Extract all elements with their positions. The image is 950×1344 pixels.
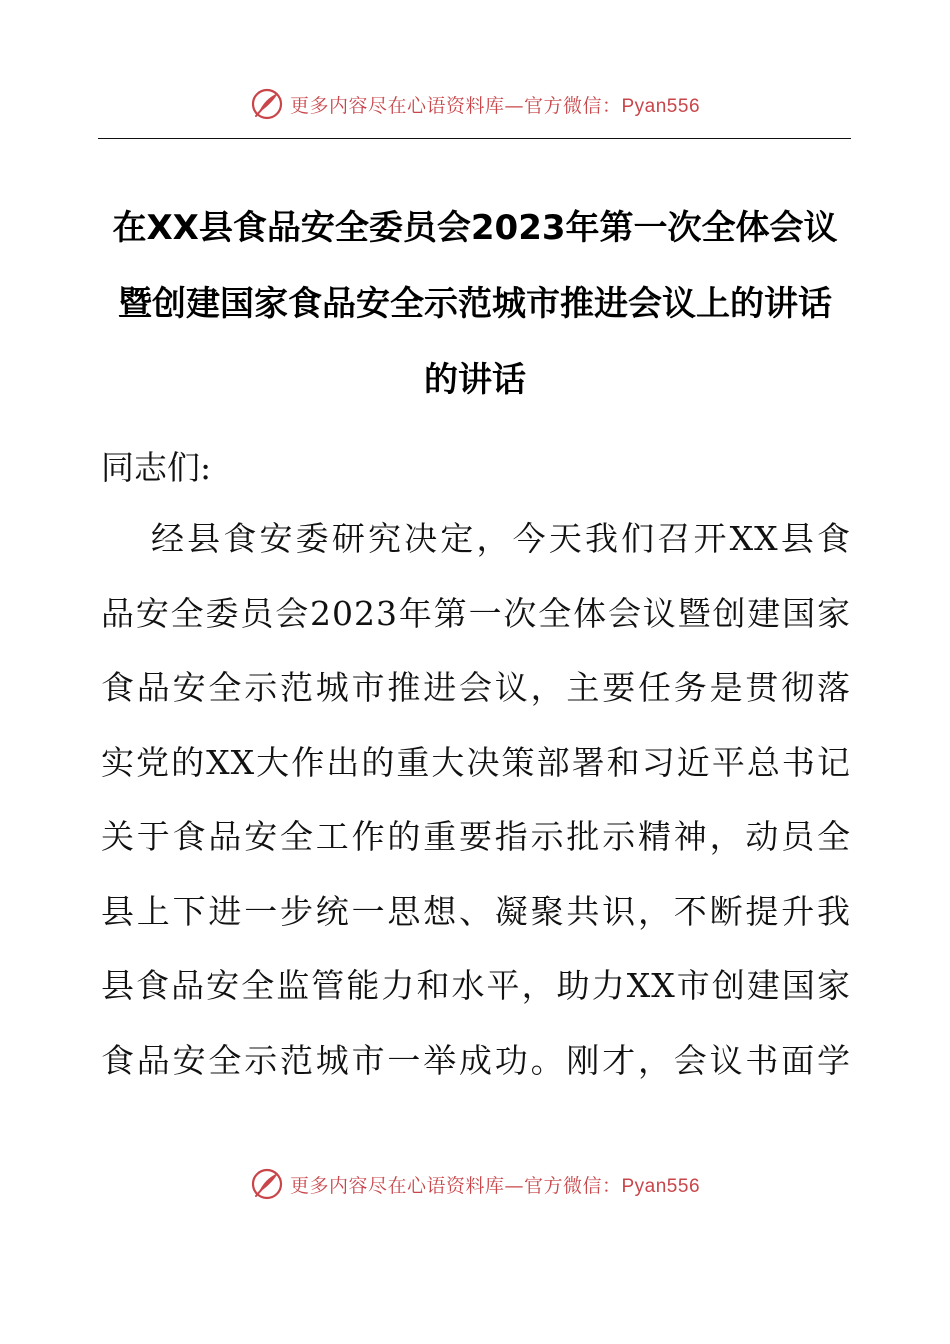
- header-separator: —: [504, 94, 524, 117]
- body-line: 关于食品安全工作的重要指示批示精神，动员全: [101, 817, 851, 856]
- body-line: 品安全委员会2023年第一次全体会议暨创建国家: [101, 593, 851, 633]
- footer-wechat-label: 官方微信：: [523, 1174, 622, 1197]
- header-wechat-label: 官方微信：: [523, 94, 622, 117]
- header-divider: [98, 138, 851, 139]
- header-banner-text: [290, 91, 700, 118]
- body-line: 县食品安全监管能力和水平，助力XX市创建国家: [101, 966, 851, 1005]
- body-paragraph: [101, 512, 851, 1108]
- body-line: 县上下进一步统一思想、凝聚共识，不断提升我: [101, 891, 851, 931]
- body-line: 经县食安委研究决定，今天我们召开XX县食: [151, 519, 851, 558]
- footer-separator: —: [504, 1174, 524, 1197]
- footer-site-text: 更多内容尽在心语资料库: [289, 1174, 505, 1197]
- body-line: 实党的XX大作出的重大决策部署和习近平总书记: [101, 742, 851, 782]
- document-title: [95, 190, 855, 418]
- title-line-3: 的讲话: [424, 360, 526, 400]
- quill-logo-icon: [250, 1167, 284, 1201]
- title-line-2: 暨创建国家食品安全示范城市推进会议上的讲话: [118, 284, 832, 324]
- header-banner: [0, 84, 950, 124]
- salutation: 同志们:: [101, 448, 212, 487]
- body-line: 食品安全示范城市一举成功。刚才，会议书面学: [101, 1040, 851, 1080]
- header-site-text: 更多内容尽在心语资料库: [289, 94, 505, 117]
- footer-banner: [0, 1164, 950, 1204]
- footer-wechat-id: Pyan556: [621, 1175, 701, 1197]
- footer-banner-text: [290, 1171, 700, 1198]
- header-wechat-id: Pyan556: [621, 95, 701, 117]
- body-line: 食品安全示范城市推进会议，主要任务是贯彻落: [101, 668, 851, 707]
- quill-logo-icon: [250, 87, 284, 121]
- title-line-1: 在XX县食品安全委员会2023年第一次全体会议: [112, 208, 838, 248]
